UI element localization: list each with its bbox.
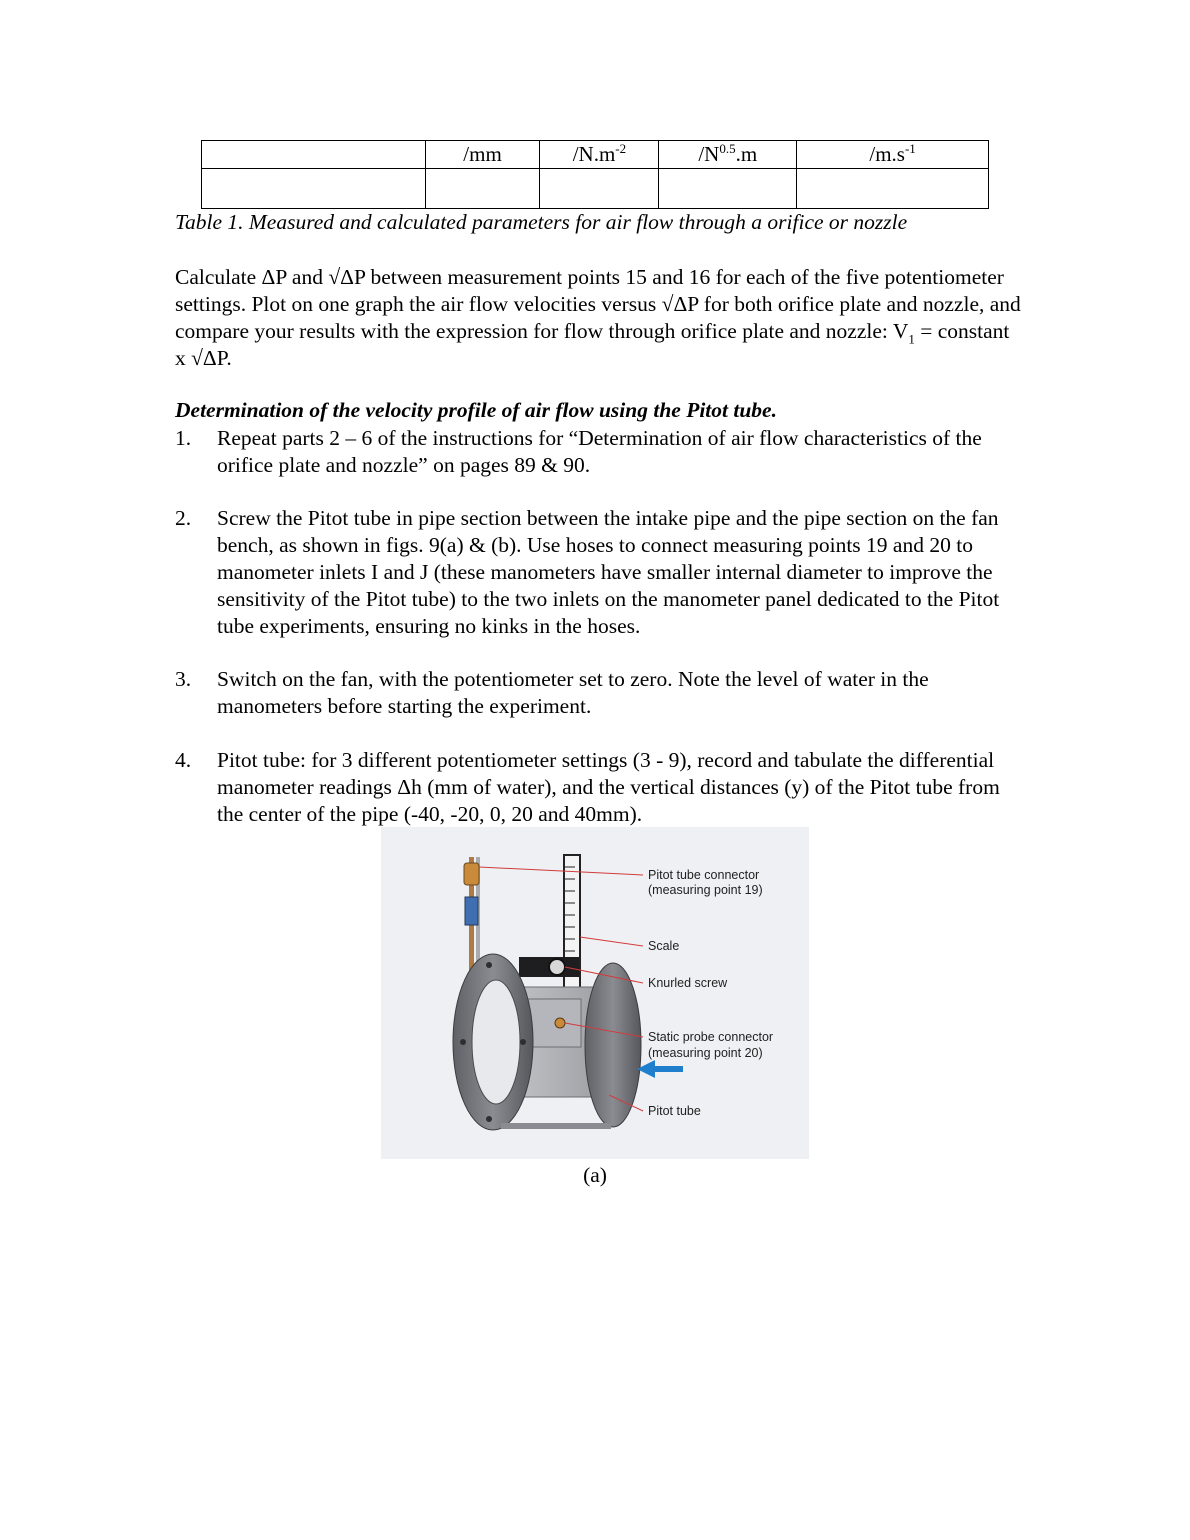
label-measuring-point-20: (measuring point 20) (648, 1046, 763, 1060)
list-text: Screw the Pitot tube in pipe section between the intake pipe and the pipe section on the fan bench, as shown in figs. 9(a) & (b). Use hoses to connect measuring points 19 and 20 to manometer inlets I and J (these manometers have smaller internal diameter to improve the sensitivity of the Pitot tube) to the two inlets on the manometer panel dedicated to the Pitot tube experiments, ensuring no kinks in the hoses. (217, 506, 1000, 638)
label-scale: Scale (648, 939, 680, 953)
list-item (175, 666, 1025, 720)
section-heading: Determination of the velocity profile of air flow using the Pitot tube. (175, 398, 777, 422)
pitot-tube-figure (381, 827, 809, 1159)
label-measuring-point-19: (measuring point 19) (648, 883, 763, 897)
instruction-paragraph: Calculate ΔP and √ΔP between measurement points 15 and 16 for each of the five potentiometer settings. Plot on one graph the air flow velocities versus √ΔP for both orifice plate and nozzle, and compare your results with the expression for flow through orifice plate and nozzle: $V_1$ = constant x √ΔP. (175, 265, 1021, 370)
list-number: 1. (175, 426, 192, 450)
label-pitot-connector: Pitot tube connector (648, 868, 760, 882)
table-header-row (202, 141, 989, 169)
list-number: 3. (175, 667, 192, 691)
label-static-probe: Static probe connector (648, 1030, 774, 1044)
list-number: 4. (175, 748, 192, 772)
table-cell (540, 169, 659, 209)
label-pitot-tube: Pitot tube (648, 1104, 701, 1118)
table-cell: $/N^{0.5}.m$ (659, 141, 797, 169)
table-row (202, 169, 989, 209)
table-cell: $/N.m^{-2}$ (540, 141, 659, 169)
table-cell (659, 169, 797, 209)
units-table (201, 140, 989, 209)
list-item (175, 425, 1025, 479)
table-cell: /mm (425, 141, 540, 169)
table-cell (202, 141, 426, 169)
list-item (175, 747, 1025, 828)
figure-caption: (a) (583, 1163, 607, 1187)
list-text: Repeat parts 2 – 6 of the instructions for “Determination of air flow characteristics of the orifice plate and nozzle” on pages 89 & 90. (217, 426, 982, 477)
table-cell (797, 169, 989, 209)
list-text: Switch on the fan, with the potentiometer set to zero. Note the level of water in the manometers before starting the experiment. (217, 667, 929, 718)
list-item (175, 505, 1025, 640)
table-cell: $/m.s^{-1}$ (797, 141, 989, 169)
table-cell (425, 169, 540, 209)
list-text: Pitot tube: for 3 different potentiometer settings (3 - 9), record and tabulate the differential manometer readings Δh (mm of water), and the vertical distances (y) of the Pitot tube from the center of the pipe (-40, -20, 0, 20 and 40mm). (217, 748, 1000, 826)
pitot-tube-illustration (381, 827, 809, 1159)
table-caption: Table 1. Measured and calculated parameters for air flow through a orifice or nozzle (175, 210, 908, 234)
list-number: 2. (175, 506, 192, 530)
table-cell (202, 169, 426, 209)
label-knurled-screw: Knurled screw (648, 976, 728, 990)
